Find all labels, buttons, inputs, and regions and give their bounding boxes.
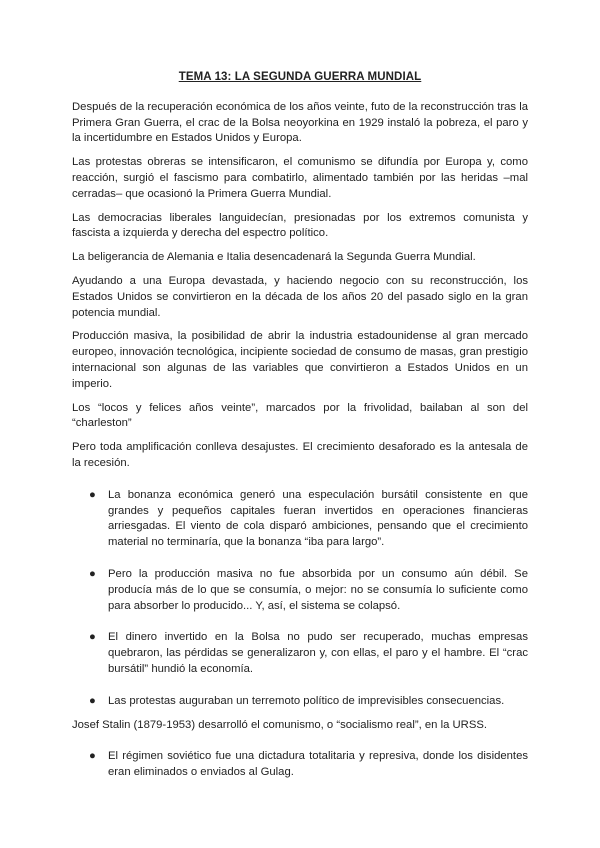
- list-item: [72, 630, 528, 677]
- bullet-icon: ●: [89, 488, 96, 501]
- document-page: [72, 70, 528, 797]
- list-item-text: El régimen soviético fue una dictadura totalitaria y represiva, donde los disidentes eran eliminados o enviados al Gulag.: [108, 750, 528, 779]
- paragraph: Después de la recuperación económica de los años veinte, futo de la reconstrucción tras la Primera Gran Guerra, el crac de la Bolsa neoyorkina en 1929 instaló la pobreza, el paro y la incertidumbre en Estados Unidos y Europa.: [72, 100, 528, 145]
- bullet-list: [72, 488, 528, 710]
- paragraph: La beligerancia de Alemania e Italia desencadenará la Segunda Guerra Mundial.: [72, 251, 476, 264]
- list-item-text: Pero la producción masiva no fue absorbida por un consumo aún débil. Se producía más de lo que se consumía, o mejor: no se consumía lo suficiente como para absorber lo producido... Y, así, el sistema se colapsó.: [108, 567, 528, 612]
- paragraph: Josef Stalin (1879-1953) desarrolló el comunismo, o “socialismo real”, en la URSS.: [72, 718, 488, 731]
- list-item-text: Las protestas auguraban un terremoto político de imprevisibles consecuencias.: [108, 694, 505, 707]
- paragraph: Pero toda amplificación conlleva desajustes. El crecimiento desaforado es la antesala de la recesión.: [72, 441, 528, 469]
- paragraph: Las democracias liberales languidecían, presionadas por los extremos comunista y fascista a izquierda y derecha del espectro político.: [72, 211, 528, 240]
- paragraph: Los “locos y felices años veinte”, marcados por la frivolidad, bailaban al son del “charleston”: [72, 401, 528, 430]
- bullet-list: [72, 749, 528, 781]
- list-item: [72, 694, 528, 710]
- list-item: [72, 488, 528, 551]
- paragraph: Las protestas obreras se intensificaron, el comunismo se difundía por Europa y, como reacción, surgió el fascismo para combatirlo, alimentado también por las heridas –mal cerradas– que ocasionó la Primera Guerra Mundial.: [72, 156, 528, 200]
- list-item-text: La bonanza económica generó una especulación bursátil consistente en que grandes y pequeños capitales fueran invertidos en operaciones financieras arriesgadas. El viento de cola disparó ambiciones, pensando que el crecimiento material no terminaría, que la bonanza “iba para largo”.: [108, 488, 528, 549]
- bullet-icon: ●: [89, 750, 96, 763]
- bullet-icon: ●: [89, 694, 96, 707]
- paragraph: Ayudando a una Europa devastada, y haciendo negocio con su reconstrucción, los Estados Unidos se convirtieron en la década de los años 20 del pasado siglo en la gran potencia mundial.: [72, 274, 528, 319]
- list-item: [72, 749, 528, 781]
- list-item-text: El dinero invertido en la Bolsa no pudo ser recuperado, muchas empresas quebraron, las pérdidas se generalizaron y, con ellas, el paro y el hambre. El “crac bursátil” hundió la economía.: [108, 631, 528, 675]
- bullet-icon: ●: [89, 631, 96, 644]
- list-item: [72, 567, 528, 614]
- bullet-icon: ●: [89, 567, 96, 580]
- document-title: TEMA 13: LA SEGUNDA GUERRA MUNDIAL: [178, 71, 422, 83]
- paragraph: Producción masiva, la posibilidad de abrir la industria estadounidense al gran mercado europeo, innovación tecnológica, incipiente sociedad de consumo de masas, gran prestigio internacional son algunas de las variables que convirtieron a Estados Unidos en un imperio.: [72, 330, 528, 390]
